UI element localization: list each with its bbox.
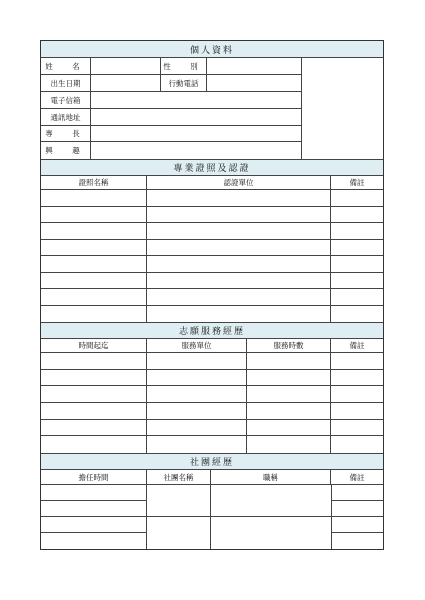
- club-title-cell[interactable]: [211, 485, 331, 517]
- certificates-header-row: [41, 176, 383, 190]
- volunteer-cell[interactable]: [331, 370, 383, 386]
- volunteer-cell[interactable]: [331, 403, 383, 419]
- volunteer-cell[interactable]: [331, 436, 383, 453]
- volunteer-cell[interactable]: [41, 420, 147, 436]
- cert-col-note: 備註: [349, 178, 365, 187]
- certificate-cell[interactable]: [147, 256, 331, 272]
- birthdate-field[interactable]: [91, 75, 161, 91]
- certificate-row: [41, 190, 383, 207]
- club-col-period: 擔任時間: [41, 470, 147, 484]
- personal-row-address: [41, 109, 301, 126]
- certificate-row: [41, 306, 383, 323]
- vol-col-period: 時間起迄: [41, 339, 147, 352]
- volunteer-row: [41, 403, 383, 420]
- volunteer-cell[interactable]: [41, 370, 147, 386]
- volunteer-row: [41, 436, 383, 453]
- gender-field[interactable]: [207, 58, 301, 74]
- certificate-cell[interactable]: [331, 240, 383, 256]
- certificates-rows: [41, 190, 383, 322]
- volunteer-section-title: 志願服務經歷: [178, 327, 245, 337]
- volunteer-cell[interactable]: [331, 420, 383, 436]
- vol-col-org: 服務單位: [147, 339, 247, 352]
- volunteer-cell[interactable]: [247, 403, 331, 419]
- certificate-cell[interactable]: [147, 289, 331, 305]
- club-cell[interactable]: [331, 533, 383, 549]
- certificate-cell[interactable]: [41, 240, 147, 256]
- email-field[interactable]: [91, 92, 301, 108]
- personal-section-title: 個人資料: [189, 45, 234, 56]
- name-field[interactable]: [91, 58, 161, 74]
- certificate-cell[interactable]: [331, 256, 383, 272]
- certificates-section-title: 專業證照及認證: [173, 164, 251, 174]
- volunteer-cell[interactable]: [247, 420, 331, 436]
- certificate-cell[interactable]: [41, 306, 147, 323]
- volunteer-cell[interactable]: [247, 370, 331, 386]
- certificate-cell[interactable]: [41, 289, 147, 305]
- certificate-row: [41, 207, 383, 224]
- birthdate-label: 出生日期: [41, 75, 91, 91]
- volunteer-cell[interactable]: [41, 386, 147, 402]
- photo-box[interactable]: [302, 58, 384, 159]
- club-name-cell[interactable]: [147, 517, 211, 549]
- volunteer-cell[interactable]: [147, 386, 247, 402]
- club-cell[interactable]: [331, 501, 383, 517]
- certificate-cell[interactable]: [331, 273, 383, 289]
- certificate-cell[interactable]: [331, 190, 383, 206]
- volunteer-cell[interactable]: [41, 353, 147, 369]
- cert-col-issuer: 認證單位: [147, 176, 331, 189]
- certificate-cell[interactable]: [331, 306, 383, 323]
- certificate-cell[interactable]: [147, 273, 331, 289]
- clubs-section-title: 社團經歷: [189, 458, 234, 468]
- club-col-note: 備註: [349, 472, 365, 482]
- address-field[interactable]: [91, 109, 301, 125]
- volunteer-cell[interactable]: [331, 353, 383, 369]
- club-col-name: 社團名稱: [147, 470, 211, 484]
- hobby-label: 興 趣: [41, 142, 91, 159]
- mobile-label: 行動電話: [161, 75, 207, 91]
- volunteer-cell[interactable]: [147, 420, 247, 436]
- personal-row-specialty: [41, 126, 301, 142]
- volunteer-cell[interactable]: [247, 386, 331, 402]
- volunteer-cell[interactable]: [147, 403, 247, 419]
- name-label: 姓 名: [41, 58, 91, 74]
- vol-col-note: 備註: [349, 341, 365, 350]
- certificate-cell[interactable]: [331, 289, 383, 305]
- certificate-row: [41, 240, 383, 257]
- certificate-cell[interactable]: [147, 240, 331, 256]
- volunteer-row: [41, 370, 383, 387]
- clubs-section-header: [41, 453, 383, 470]
- volunteer-cell[interactable]: [147, 370, 247, 386]
- certificate-cell[interactable]: [41, 223, 147, 239]
- club-cell[interactable]: [331, 517, 383, 533]
- volunteer-cell[interactable]: [247, 436, 331, 453]
- certificate-cell[interactable]: [147, 306, 331, 323]
- mobile-field[interactable]: [207, 75, 301, 91]
- volunteer-row: [41, 353, 383, 370]
- volunteer-cell[interactable]: [41, 403, 147, 419]
- certificate-cell[interactable]: [331, 207, 383, 223]
- address-label: 通訊地址: [41, 109, 91, 125]
- club-cell[interactable]: [41, 485, 147, 501]
- personal-section-header: [41, 41, 383, 58]
- clubs-rows: [41, 485, 383, 549]
- club-title-cell[interactable]: [211, 517, 331, 549]
- club-cell[interactable]: [41, 501, 147, 517]
- certificate-cell[interactable]: [331, 223, 383, 239]
- volunteer-section-header: [41, 322, 383, 339]
- volunteer-row: [41, 386, 383, 403]
- volunteer-cell[interactable]: [331, 386, 383, 402]
- volunteer-row: [41, 420, 383, 437]
- certificates-section-header: [41, 160, 383, 176]
- club-cell[interactable]: [41, 517, 147, 533]
- certificate-row: [41, 289, 383, 306]
- volunteer-cell[interactable]: [247, 353, 331, 369]
- clubs-header-row: [41, 470, 383, 485]
- certificate-cell[interactable]: [41, 207, 147, 223]
- specialty-label: 專 長: [41, 126, 91, 141]
- certificate-cell[interactable]: [41, 190, 147, 206]
- cert-col-name: 證照名稱: [41, 176, 147, 189]
- certificate-cell[interactable]: [147, 223, 331, 239]
- club-name-cell[interactable]: [147, 485, 211, 517]
- volunteer-rows: [41, 353, 383, 453]
- gender-label: 性 別: [161, 58, 207, 74]
- volunteer-header-row: [41, 339, 383, 353]
- certificate-row: [41, 273, 383, 290]
- certificate-cell[interactable]: [147, 190, 331, 206]
- certificate-cell[interactable]: [41, 273, 147, 289]
- club-cell[interactable]: [331, 485, 383, 501]
- personal-row-name: [41, 58, 301, 75]
- club-cell[interactable]: [41, 533, 147, 549]
- specialty-field[interactable]: [91, 126, 301, 141]
- volunteer-cell[interactable]: [147, 436, 247, 453]
- personal-row-birthdate: [41, 75, 301, 92]
- profile-form: [40, 40, 384, 550]
- certificate-row: [41, 223, 383, 240]
- personal-row-hobby: [41, 142, 301, 159]
- vol-col-hours: 服務時數: [247, 339, 331, 352]
- certificate-cell[interactable]: [147, 207, 331, 223]
- hobby-field[interactable]: [91, 142, 301, 159]
- volunteer-cell[interactable]: [41, 436, 147, 453]
- personal-row-email: [41, 92, 301, 109]
- certificate-row: [41, 256, 383, 273]
- volunteer-cell[interactable]: [147, 353, 247, 369]
- club-col-title: 職稱: [211, 470, 331, 484]
- email-label: 電子信箱: [41, 92, 91, 108]
- certificate-cell[interactable]: [41, 256, 147, 272]
